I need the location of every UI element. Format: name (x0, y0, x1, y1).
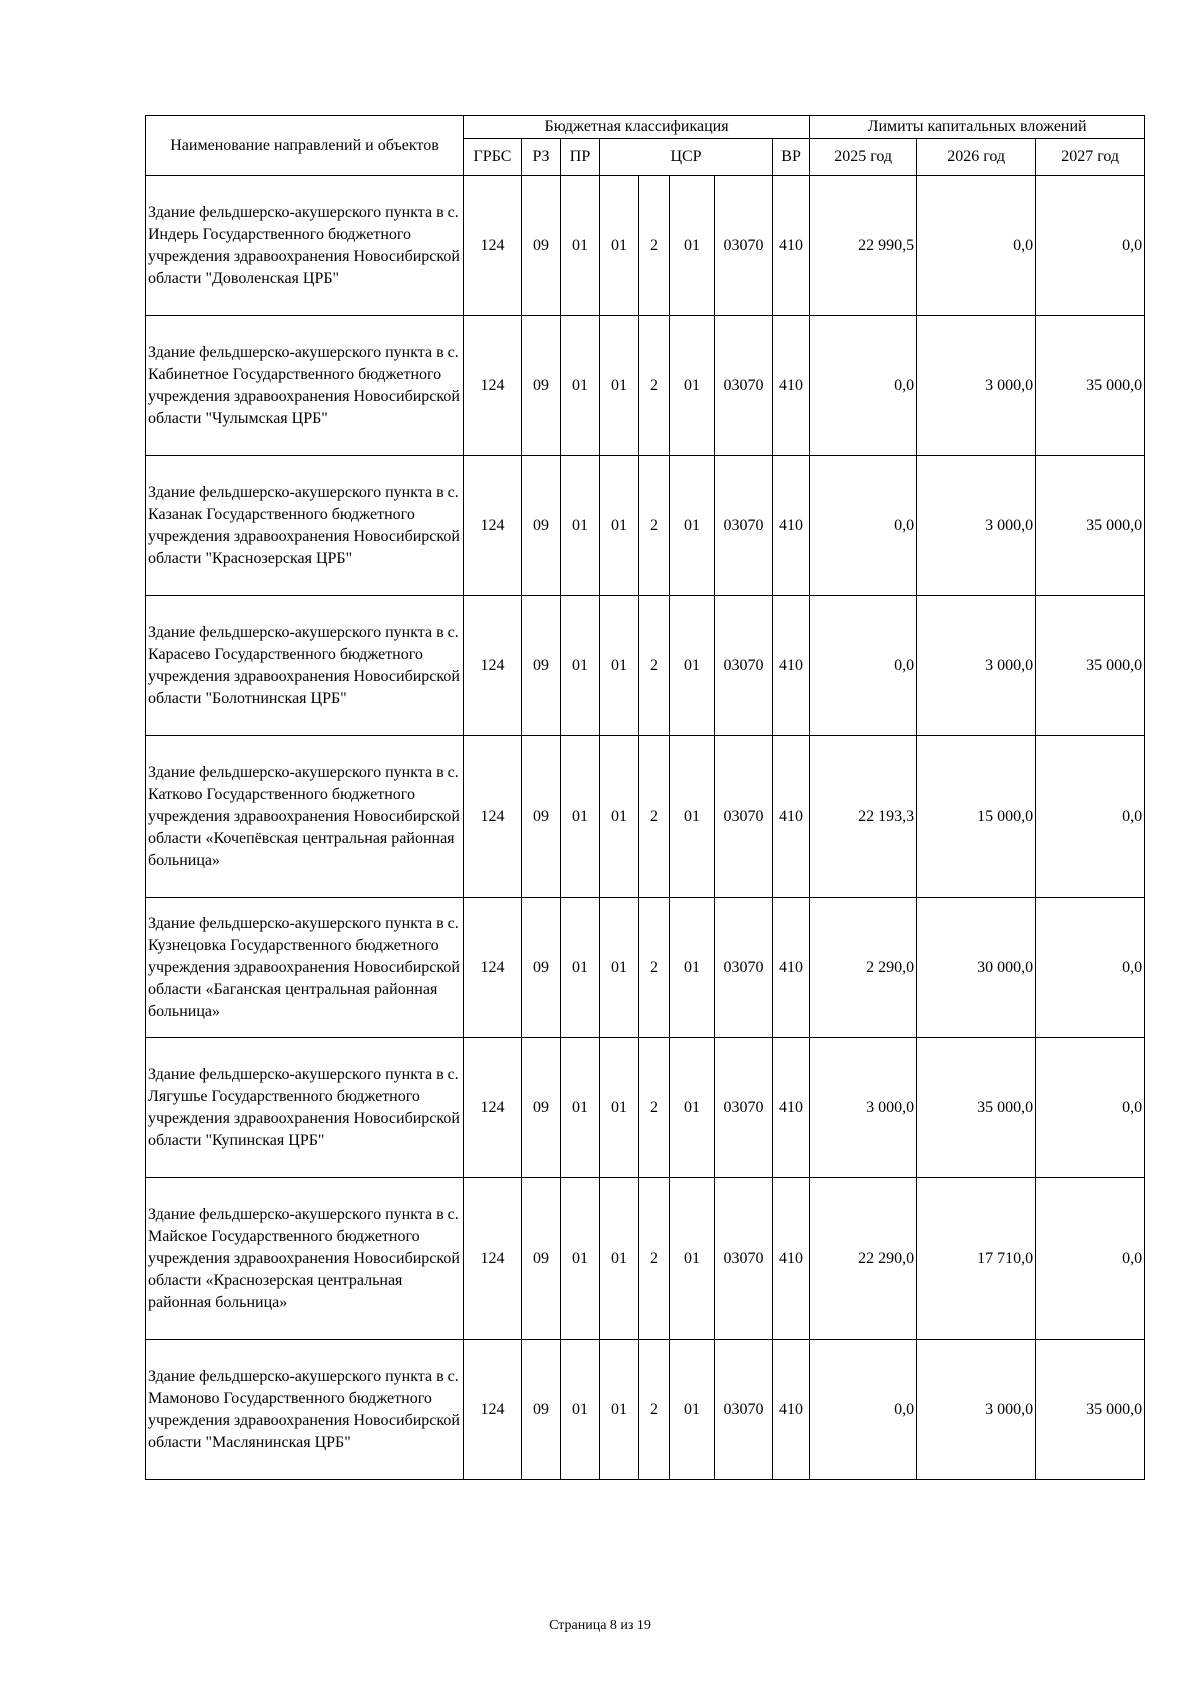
limit-2027-cell: 35 000,0 (1036, 456, 1145, 596)
csr-part1-cell: 01 (600, 176, 639, 316)
limit-2025-cell: 0,0 (810, 456, 917, 596)
rz-cell: 09 (522, 596, 561, 736)
object-name: Здание фельдшерско-акушерского пункта в с. Кабинетное Государственного бюджетного учреждения здравоохранения Новосибирской области "Чулымская ЦРБ" (146, 316, 464, 456)
rz-cell: 09 (522, 1038, 561, 1178)
csr-part3-cell: 01 (670, 176, 715, 316)
csr-part2-cell: 2 (639, 898, 670, 1038)
csr-part3-cell: 01 (670, 596, 715, 736)
table-row (146, 736, 1145, 898)
csr-part2-cell: 2 (639, 456, 670, 596)
csr-part2-cell: 2 (639, 1038, 670, 1178)
csr-part2-cell: 2 (639, 736, 670, 898)
object-name: Здание фельдшерско-акушерского пункта в с. Индерь Государственного бюджетного учреждения здравоохранения Новосибирской области "Доволенская ЦРБ" (146, 176, 464, 316)
csr-part2-cell: 2 (639, 1340, 670, 1480)
rz-cell: 09 (522, 898, 561, 1038)
pr-cell: 01 (561, 1178, 600, 1340)
table-row (146, 176, 1145, 316)
csr-part4-cell: 03070 (715, 456, 773, 596)
vr-cell: 410 (773, 1340, 810, 1480)
csr-part2-cell: 2 (639, 596, 670, 736)
header-grbs: ГРБС (464, 139, 522, 176)
vr-cell: 410 (773, 898, 810, 1038)
pr-cell: 01 (561, 176, 600, 316)
limit-2026-cell: 0,0 (917, 176, 1036, 316)
grbs-cell: 124 (464, 736, 522, 898)
limit-2026-cell: 15 000,0 (917, 736, 1036, 898)
limit-2025-cell: 3 000,0 (810, 1038, 917, 1178)
grbs-cell: 124 (464, 176, 522, 316)
csr-part4-cell: 03070 (715, 1038, 773, 1178)
csr-part1-cell: 01 (600, 1178, 639, 1340)
csr-part4-cell: 03070 (715, 736, 773, 898)
grbs-cell: 124 (464, 898, 522, 1038)
limit-2027-cell: 0,0 (1036, 176, 1145, 316)
csr-part1-cell: 01 (600, 736, 639, 898)
csr-part3-cell: 01 (670, 1340, 715, 1480)
rz-cell: 09 (522, 316, 561, 456)
limit-2026-cell: 30 000,0 (917, 898, 1036, 1038)
csr-part4-cell: 03070 (715, 176, 773, 316)
header-limits: Лимиты капитальных вложений (810, 116, 1145, 139)
limit-2025-cell: 22 290,0 (810, 1178, 917, 1340)
limit-2027-cell: 0,0 (1036, 1038, 1145, 1178)
csr-part1-cell: 01 (600, 456, 639, 596)
pr-cell: 01 (561, 898, 600, 1038)
vr-cell: 410 (773, 1178, 810, 1340)
csr-part3-cell: 01 (670, 1178, 715, 1340)
header-csr: ЦСР (600, 139, 773, 176)
grbs-cell: 124 (464, 1038, 522, 1178)
header-2027: 2027 год (1036, 139, 1145, 176)
object-name: Здание фельдшерско-акушерского пункта в с. Казанак Государственного бюджетного учреждения здравоохранения Новосибирской области "Краснозерская ЦРБ" (146, 456, 464, 596)
table-row (146, 316, 1145, 456)
limit-2027-cell: 0,0 (1036, 736, 1145, 898)
header-rz: РЗ (522, 139, 561, 176)
grbs-cell: 124 (464, 596, 522, 736)
csr-part1-cell: 01 (600, 596, 639, 736)
csr-part2-cell: 2 (639, 1178, 670, 1340)
object-name: Здание фельдшерско-акушерского пункта в с. Мамоново Государственного бюджетного учреждения здравоохранения Новосибирской области "Маслянинская ЦРБ" (146, 1340, 464, 1480)
header-pr: ПР (561, 139, 600, 176)
limit-2026-cell: 3 000,0 (917, 456, 1036, 596)
pr-cell: 01 (561, 1038, 600, 1178)
limit-2026-cell: 3 000,0 (917, 596, 1036, 736)
page-number: Страница 8 из 19 (549, 1618, 651, 1633)
csr-part4-cell: 03070 (715, 1340, 773, 1480)
csr-part1-cell: 01 (600, 316, 639, 456)
csr-part3-cell: 01 (670, 1038, 715, 1178)
limit-2027-cell: 35 000,0 (1036, 1340, 1145, 1480)
pr-cell: 01 (561, 456, 600, 596)
vr-cell: 410 (773, 456, 810, 596)
vr-cell: 410 (773, 1038, 810, 1178)
table-row (146, 1038, 1145, 1178)
pr-cell: 01 (561, 1340, 600, 1480)
table-row (146, 456, 1145, 596)
rz-cell: 09 (522, 456, 561, 596)
header-vr: ВР (773, 139, 810, 176)
limit-2026-cell: 35 000,0 (917, 1038, 1036, 1178)
limit-2025-cell: 2 290,0 (810, 898, 917, 1038)
header-budget-classification: Бюджетная классификация (464, 116, 810, 139)
csr-part2-cell: 2 (639, 176, 670, 316)
object-name: Здание фельдшерско-акушерского пункта в с. Карасево Государственного бюджетного учреждения здравоохранения Новосибирской области "Болотнинская ЦРБ" (146, 596, 464, 736)
table-row (146, 898, 1145, 1038)
vr-cell: 410 (773, 736, 810, 898)
object-name: Здание фельдшерско-акушерского пункта в с. Лягушье Государственного бюджетного учреждения здравоохранения Новосибирской области "Купинская ЦРБ" (146, 1038, 464, 1178)
capital-investment-table (145, 115, 1145, 1480)
csr-part3-cell: 01 (670, 736, 715, 898)
limit-2027-cell: 0,0 (1036, 1178, 1145, 1340)
limit-2025-cell: 22 193,3 (810, 736, 917, 898)
vr-cell: 410 (773, 316, 810, 456)
limit-2027-cell: 35 000,0 (1036, 316, 1145, 456)
csr-part1-cell: 01 (600, 1038, 639, 1178)
pr-cell: 01 (561, 316, 600, 456)
csr-part4-cell: 03070 (715, 898, 773, 1038)
csr-part2-cell: 2 (639, 316, 670, 456)
rz-cell: 09 (522, 736, 561, 898)
header-2025: 2025 год (810, 139, 917, 176)
grbs-cell: 124 (464, 1340, 522, 1480)
limit-2027-cell: 0,0 (1036, 898, 1145, 1038)
object-name: Здание фельдшерско-акушерского пункта в с. Майское Государственного бюджетного учреждения здравоохранения Новосибирской области «Краснозерская центральная районная больница» (146, 1178, 464, 1340)
limit-2026-cell: 3 000,0 (917, 1340, 1036, 1480)
header-2026: 2026 год (917, 139, 1036, 176)
limit-2025-cell: 0,0 (810, 1340, 917, 1480)
table-row (146, 1340, 1145, 1480)
csr-part4-cell: 03070 (715, 1178, 773, 1340)
limit-2026-cell: 3 000,0 (917, 316, 1036, 456)
limit-2026-cell: 17 710,0 (917, 1178, 1036, 1340)
rz-cell: 09 (522, 1178, 561, 1340)
rz-cell: 09 (522, 176, 561, 316)
grbs-cell: 124 (464, 1178, 522, 1340)
rz-cell: 09 (522, 1340, 561, 1480)
pr-cell: 01 (561, 596, 600, 736)
vr-cell: 410 (773, 176, 810, 316)
csr-part4-cell: 03070 (715, 316, 773, 456)
header-name: Наименование направлений и объектов (146, 116, 464, 176)
grbs-cell: 124 (464, 456, 522, 596)
object-name: Здание фельдшерско-акушерского пункта в с. Катково Государственного бюджетного учреждения здравоохранения Новосибирской области «Кочепёвская центральная районная больница» (146, 736, 464, 898)
table-row (146, 596, 1145, 736)
object-name: Здание фельдшерско-акушерского пункта в с. Кузнецовка Государственного бюджетного учреждения здравоохранения Новосибирской области «Баганская центральная районная больница» (146, 898, 464, 1038)
csr-part3-cell: 01 (670, 316, 715, 456)
csr-part3-cell: 01 (670, 456, 715, 596)
limit-2025-cell: 22 990,5 (810, 176, 917, 316)
grbs-cell: 124 (464, 316, 522, 456)
table-row (146, 1178, 1145, 1340)
limit-2025-cell: 0,0 (810, 596, 917, 736)
csr-part4-cell: 03070 (715, 596, 773, 736)
vr-cell: 410 (773, 596, 810, 736)
limit-2025-cell: 0,0 (810, 316, 917, 456)
pr-cell: 01 (561, 736, 600, 898)
limit-2027-cell: 35 000,0 (1036, 596, 1145, 736)
csr-part1-cell: 01 (600, 898, 639, 1038)
csr-part1-cell: 01 (600, 1340, 639, 1480)
csr-part3-cell: 01 (670, 898, 715, 1038)
